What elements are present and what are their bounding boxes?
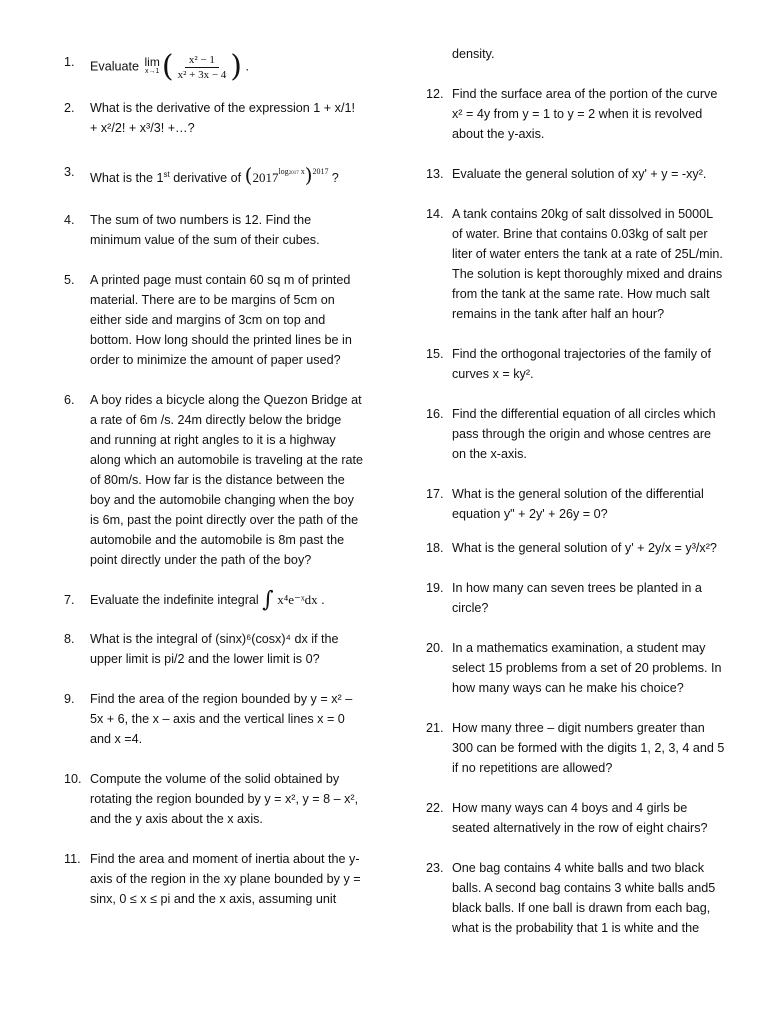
question-text: A tank contains 20kg of salt dissolved in 5000L of water. Brine that contains 0.03kg of salt per liter of water enters the tank at a rate of 25L/min. The solution is kept thoroughly mixed and drains from the tank at the same rate. How much salt remains in the tank after half an hour?: [452, 207, 723, 321]
question-text: A printed page must contain 60 sq m of printed material. There are to be margins of 5cm on either side and margins of 3cm on top and bottom. How long should the printed lines be in order to minimize the amount of paper used?: [90, 273, 352, 367]
question-15: [426, 344, 726, 384]
question-4: [64, 210, 364, 250]
fraction: [174, 53, 231, 82]
question-number: 19.: [426, 581, 444, 595]
right-column: [426, 44, 726, 958]
question-text: The sum of two numbers is 12. Find the minimum value of the sum of their cubes.: [90, 213, 320, 247]
question-5: [64, 270, 364, 370]
question-number: 1.: [64, 55, 75, 69]
question-number: 22.: [426, 801, 444, 815]
question-number: 17.: [426, 487, 444, 501]
question-number: 2.: [64, 101, 75, 115]
question-number: 14.: [426, 207, 444, 221]
question-text: A boy rides a bicycle along the Quezon Bridge at a rate of 6m /s. 24m directly below the bridge and running at right angles to it is a highway along which an automobile is traveling at the rate of 80m/s. How far is the distance between the boy and the automobile changing when the boy is 6m, past the point directly over the path of the automobile and the automobile is 8m past the point directly under the path of the boy?: [90, 393, 364, 567]
question-21: [426, 718, 726, 778]
question-text: Compute the volume of the solid obtained by rotating the region bounded by y = x², y = 8 – x², and the y axis about the x axis.: [90, 771, 359, 826]
question-text-cont: + x²/2! + x³/3! +…?: [90, 121, 195, 135]
question-text: Evaluate the indefinite integral: [90, 593, 259, 607]
question-11-continued: density.: [452, 47, 495, 61]
question-number: 10.: [64, 771, 82, 786]
question-number: 21.: [426, 721, 444, 735]
question-text: What is the derivative of the expression 1 + x/1!: [90, 101, 355, 115]
question-3: 3. What is the 1st derivative of $(2017^{log2017 x})^{2017}$ ?: [64, 163, 339, 187]
question-number: 13.: [426, 167, 444, 181]
question-17: [426, 484, 726, 524]
question-number: 8.: [64, 631, 75, 646]
question-text: One bag contains 4 white balls and two black balls. A second bag contains 3 white balls and5 black balls. If one ball is drawn from each bag, what is the probability that 1 is white and the: [452, 861, 716, 935]
question-number: 9.: [64, 691, 75, 706]
question-number: 5.: [64, 273, 75, 287]
question-text: In a mathematics examination, a student may select 15 problems from a set of 20 problems. In how many ways can he make his choice?: [452, 641, 722, 695]
question-number: 11.: [64, 851, 81, 866]
question-number: 3.: [64, 165, 75, 179]
question-text: Find the area of the region bounded by y = x² – 5x + 6, the x – axis and the vertical lines x = 0 and x =4.: [90, 691, 353, 746]
limit-subscript: x→1: [144, 68, 160, 75]
question-10: [64, 769, 364, 829]
question-number: 20.: [426, 641, 444, 655]
left-column: [64, 49, 364, 929]
question-text: Find the area and moment of inertia about the y-axis of the region in the xy plane bounded by y = sinx, 0 ≤ x ≤ pi and the x axis, assuming unit: [90, 851, 361, 906]
power-expression: $(2017^{log2017 x})^{2017}$: [244, 163, 329, 187]
question-16: [426, 404, 726, 464]
question-8: [64, 629, 364, 669]
question-19: [426, 578, 726, 618]
question-1: 1. Evaluate lim x→1 ( $\frac{\text{x² − 1}}{\text{x² + 3x − 4}}$ ) .: [64, 49, 249, 84]
question-18: [426, 538, 726, 558]
question-text: Evaluate the general solution of xy' + y = -xy².: [452, 167, 707, 181]
question-number: 7.: [64, 593, 75, 607]
question-number: 6.: [64, 393, 75, 407]
question-9: [64, 689, 364, 749]
question-14: [426, 204, 726, 324]
question-number: 16.: [426, 407, 444, 421]
question-2: [64, 98, 364, 138]
question-22: [426, 798, 726, 838]
numerator: x² − 1: [185, 53, 219, 68]
question-text: Find the orthogonal trajectories of the family of curves x = ky².: [452, 347, 712, 381]
question-6: [64, 390, 364, 570]
question-12: [426, 84, 726, 144]
question-number: 18.: [426, 541, 444, 555]
question-text: How many three – digit numbers greater than 300 can be formed with the digits 1, 2, 3, 4 and 5 if no repetitions are allowed?: [452, 721, 725, 775]
question-text: In how many can seven trees be planted in a circle?: [452, 581, 702, 615]
left-paren: (: [161, 49, 174, 84]
question-text: What is the general solution of the differential equation y" + 2y' + 26y = 0?: [452, 487, 704, 521]
question-23: [426, 858, 726, 938]
question-20: [426, 638, 726, 698]
limit-word: lim: [144, 55, 160, 69]
question-text: Evaluate: [90, 59, 140, 74]
question-11: [64, 849, 364, 909]
question-number: 4.: [64, 213, 75, 227]
question-text: Find the differential equation of all circles which pass through the origin and whose centres are on the x-axis.: [452, 407, 716, 461]
denominator: x² + 3x − 4: [177, 68, 227, 81]
question-text: What is the integral of (sinx)⁶(cosx)⁴ dx if the upper limit is pi/2 and the lower limit is 0?: [90, 631, 339, 666]
question-number: 23.: [426, 861, 444, 875]
question-7: 7. Evaluate the indefinite integral ∫ x⁴e⁻ˣdx .: [64, 587, 325, 613]
question-number: 12.: [426, 87, 444, 101]
question-text: How many ways can 4 boys and 4 girls be seated alternatively in the row of eight chairs?: [452, 801, 708, 835]
question-number: 15.: [426, 347, 444, 361]
integral-sign: ∫: [262, 587, 274, 613]
question-13: [426, 164, 726, 184]
integrand: x⁴e⁻ˣdx: [277, 592, 318, 607]
right-paren: ): [230, 49, 242, 84]
question-text: Find the surface area of the portion of the curve x² = 4y from y = 1 to y = 2 when it is revolved about the y-axis.: [452, 87, 718, 141]
question-text: What is the general solution of y' + 2y/x = y³/x²?: [452, 541, 717, 555]
